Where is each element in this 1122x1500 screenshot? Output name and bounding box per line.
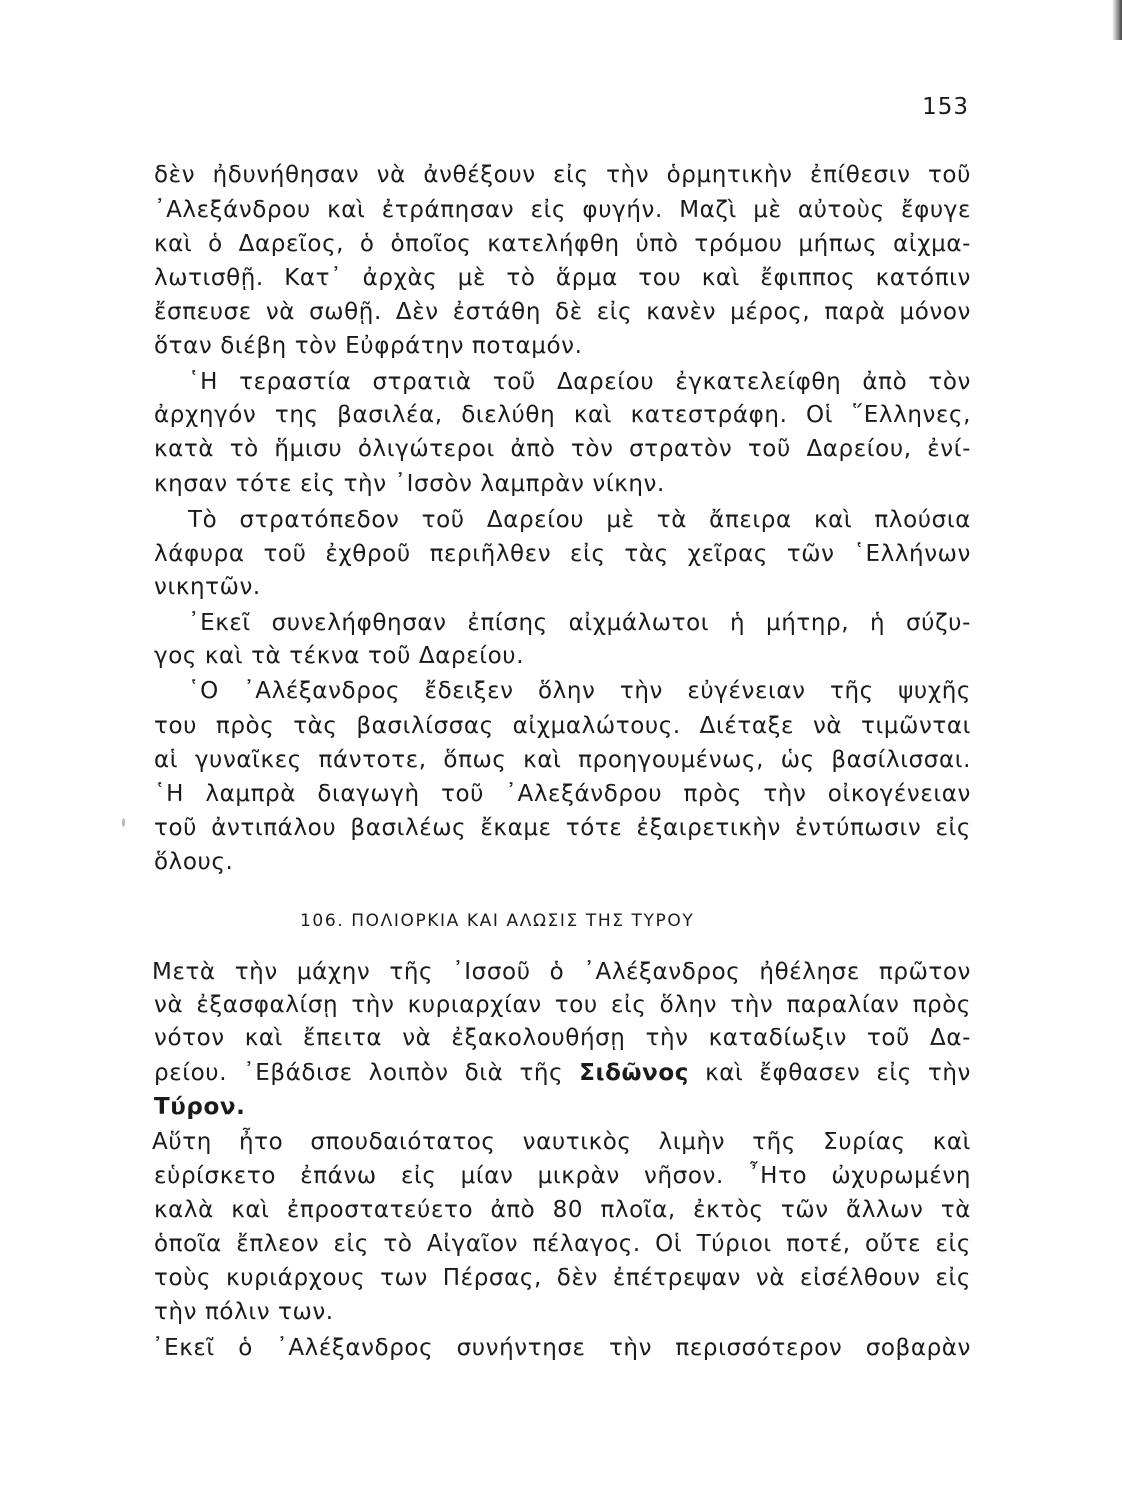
page-mark <box>122 818 125 827</box>
page-number: 153 <box>922 94 969 120</box>
section-heading: 106. ΠΟΛΙΟΡΚΙΑ ΚΑΙ ΑΛΩΣΙΣ ΤΗΣ ΤΥΡΟΥ <box>300 911 695 931</box>
line-fragment: ρείου. ᾿Εβάδισε λοιπὸν διὰ τῆς <box>154 1060 564 1086</box>
text-line: Αὕτη ἦτο σπουδαιότατος ναυτικὸς λιμὴν τῆς Συρίας καὶ <box>152 1129 971 1155</box>
text-line: νότον καὶ ἔπειτα νὰ ἐξακολουθήσῃ τὴν καταδίωξιν τοῦ Δα- <box>154 1025 971 1051</box>
place-name-sidon: Σιδῶνος <box>579 1060 690 1086</box>
text-line: δὲν ἠδυνήθησαν νὰ ἀνθέξουν εἰς τὴν ὁρμητικὴν ἐπίθεσιν τοῦ <box>154 162 971 188</box>
text-line: ὅταν διέβη τὸν Εὐφράτην ποταμόν. <box>154 333 583 359</box>
text-line: ἀρχηγόν της βασιλέα, διελύθη καὶ κατεστράφη. Οἱ ῞Ελληνες, <box>154 402 971 428</box>
text-line: καλὰ καὶ ἐπροστατεύετο ἀπὸ 80 πλοῖα, ἐκτὸς τῶν ἄλλων τὰ <box>154 1197 971 1223</box>
text-line: καὶ ὁ Δαρεῖος, ὁ ὁποῖος κατελήφθη ὑπὸ τρόμου μήπως αἰχμα- <box>154 231 971 257</box>
text-line <box>154 1056 971 1090</box>
text-line: ὁποῖα ἔπλεον εἰς τὸ Αἰγαῖον πέλαγος. Οἱ Τύριοι ποτέ, οὔτε εἰς <box>154 1231 971 1257</box>
line-fragment: καὶ ἔφθασεν εἰς τὴν <box>705 1060 971 1086</box>
text-line: εὑρίσκετο ἐπάνω εἰς μίαν μικρὰν νῆσον. ῏Ητο ὠχυρωμένη <box>154 1163 971 1189</box>
text-line: ῾Ο ᾿Αλέξανδρος ἔδειξεν ὅλην τὴν εὐγένειαν τῆς ψυχῆς <box>188 678 971 704</box>
text-line: ᾿Αλεξάνδρου καὶ ἐτράπησαν εἰς φυγήν. Μαζὶ μὲ αὐτοὺς ἔφυγε <box>154 197 971 223</box>
text-line: Τὸ στρατόπεδον τοῦ Δαρείου μὲ τὰ ἄπειρα καὶ πλούσια <box>188 507 971 533</box>
text-line: τοὺς κυριάρχους των Πέρσας, δὲν ἐπέτρεψαν νὰ εἰσέλθουν εἰς <box>154 1265 971 1291</box>
text-line: ᾿Εκεῖ συνελήφθησαν ἐπίσης αἰχμάλωτοι ἡ μήτηρ, ἡ σύζυ- <box>188 610 971 636</box>
text-line: κησαν τότε εἰς τὴν ᾿Ισσὸν λαμπρὰν νίκην. <box>154 471 665 497</box>
text-line: κατὰ τὸ ἥμισυ ὀλιγώτεροι ἀπὸ τὸν στρατὸν τοῦ Δαρείου, ἐνί- <box>154 436 971 462</box>
text-line: Μετὰ τὴν μάχην τῆς ᾿Ισσοῦ ὁ ᾿Αλέξανδρος ἠθέλησε πρῶτον <box>152 959 971 985</box>
scan-edge-shadow <box>1112 0 1122 40</box>
text-line: τοῦ ἀντιπάλου βασιλέως ἔκαμε τότε ἐξαιρετικὴν ἐντύπωσιν εἰς <box>154 815 971 841</box>
text-line: νὰ ἐξασφαλίσῃ τὴν κυριαρχίαν του εἰς ὅλην τὴν παραλίαν πρὸς <box>154 992 971 1018</box>
place-name-tyre: Τύρον. <box>154 1094 246 1120</box>
text-line: αἱ γυναῖκες πάντοτε, ὅπως καὶ προηγουμένως, ὡς βασίλισσαι. <box>154 747 971 773</box>
text-line: του πρὸς τὰς βασιλίσσας αἰχμαλώτους. Διέταξε νὰ τιμῶνται <box>154 713 971 739</box>
text-line: ᾿Εκεῖ ὁ ᾿Αλέξανδρος συνήντησε τὴν περισσότερον σοβαρὰν <box>152 1335 971 1361</box>
text-line: γος καὶ τὰ τέκνα τοῦ Δαρείου. <box>154 643 525 669</box>
text-line: ἔσπευσε νὰ σωθῇ. Δὲν ἐστάθη δὲ εἰς κανὲν μέρος, παρὰ μόνον <box>154 299 971 325</box>
text-line: νικητῶν. <box>154 574 261 600</box>
text-line: λωτισθῇ. Κατ᾿ ἀρχὰς μὲ τὸ ἅρμα του καὶ ἔφιππος κατόπιν <box>154 265 971 291</box>
text-line: ὅλους. <box>154 849 234 875</box>
text-line: ῾Η λαμπρὰ διαγωγὴ τοῦ ᾿Αλεξάνδρου πρὸς τὴν οἰκογένειαν <box>154 781 971 807</box>
text-line: ῾Η τεραστία στρατιὰ τοῦ Δαρείου ἐγκατελείφθη ἀπὸ τὸν <box>188 369 971 395</box>
text-line: τὴν πόλιν των. <box>154 1299 334 1325</box>
text-line: λάφυρα τοῦ ἐχθροῦ περιῆλθεν εἰς τὰς χεῖρας τῶν ῾Ελλήνων <box>154 541 971 567</box>
